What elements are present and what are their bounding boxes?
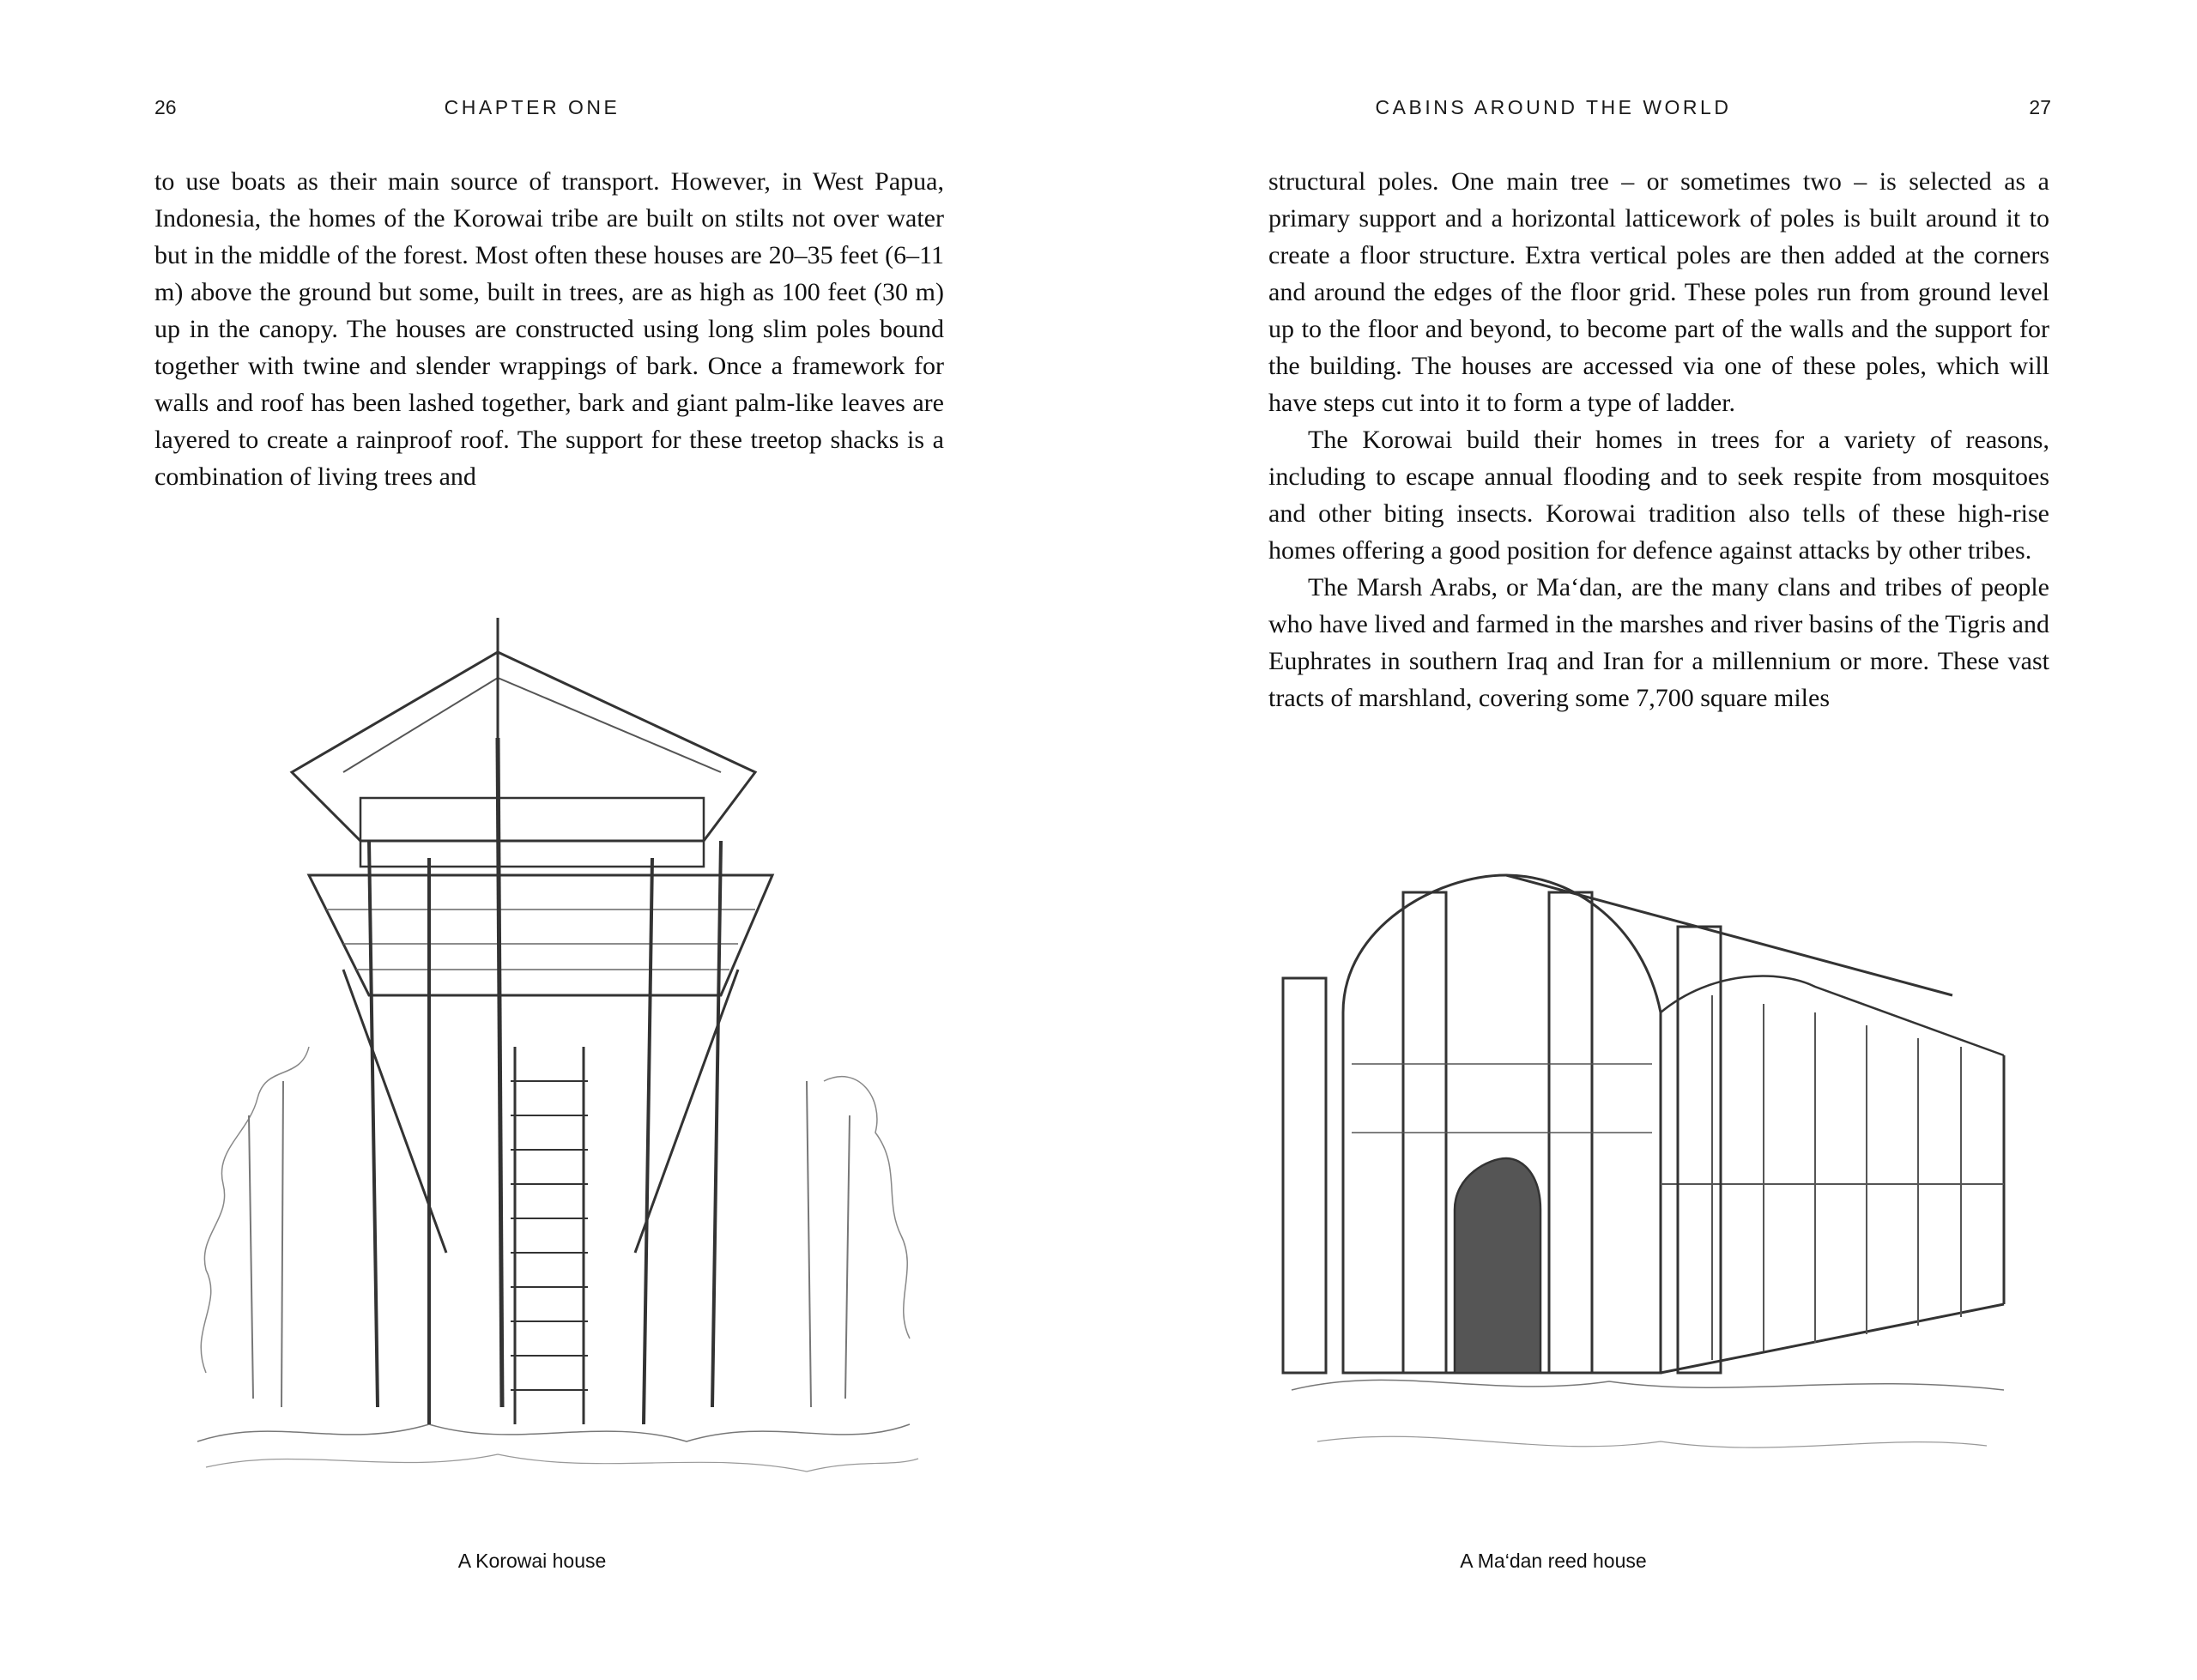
figure-caption-right: A Ma‘dan reed house [1460,1550,1647,1572]
page-number-left: 26 [154,96,177,118]
left-page [0,0,1098,1680]
paragraph: structural poles. One main tree – or sometimes two – is selected as a primary support and a horizontal latticework of poles is built around it to create a floor structure. Extra vertical poles are then added at the corners and around the edges of the floor grid. These poles run from ground level up to the floor and beyond, to become part of the walls and the support for the building. The houses are accessed via one of these poles, which will have steps cut into it to form a type of ladder. [1268,167,2049,417]
running-head-right: CABINS AROUND THE WORLD [1375,96,1732,118]
paragraph: to use boats as their main source of transport. However, in West Papua, Indonesia, the homes of the Korowai tribe are built on stilts not over water but in the middle of the forest. Most often these houses are 20–35 feet (6–11 m) above the ground but some, built in trees, are as high as 100 feet (30 m) up in the canopy. The houses are constructed using long slim poles bound together with twine and slender wrappings of bark. Once a framework for walls and roof has been lashed together, bark and giant palm-like leaves are layered to create a rainproof roof. The support for these treetop shacks is a combination of living trees and [154,167,944,491]
body-text-left [154,163,944,495]
page-number-right: 27 [2029,96,2051,118]
madan-reed-house-illustration [1266,841,2021,1510]
paragraph: The Marsh Arabs, or Ma‘dan, are the many clans and tribes of people who have lived and farmed in the marshes and river basins of the Tigris and Euphrates in southern Iraq and Iran for a millennium or more. These vast tracts of marshland, covering some 7,700 square miles [1268,573,2049,712]
figure-caption-left: A Korowai house [457,1550,607,1572]
body-text-right [1268,163,2049,716]
paragraph: The Korowai build their homes in trees for a variety of reasons, including to escape annual flooding and to seek respite from mosquitoes and other biting insects. Korowai tradition also tells of these high-rise homes offering a good position for defence against attacks by other tribes. [1268,426,2049,565]
korowai-house-drawing [172,601,927,1502]
madan-reed-house-drawing [1266,841,2021,1510]
right-page [1098,0,2197,1680]
running-head-left: CHAPTER ONE [444,96,620,118]
korowai-house-illustration [172,601,927,1502]
